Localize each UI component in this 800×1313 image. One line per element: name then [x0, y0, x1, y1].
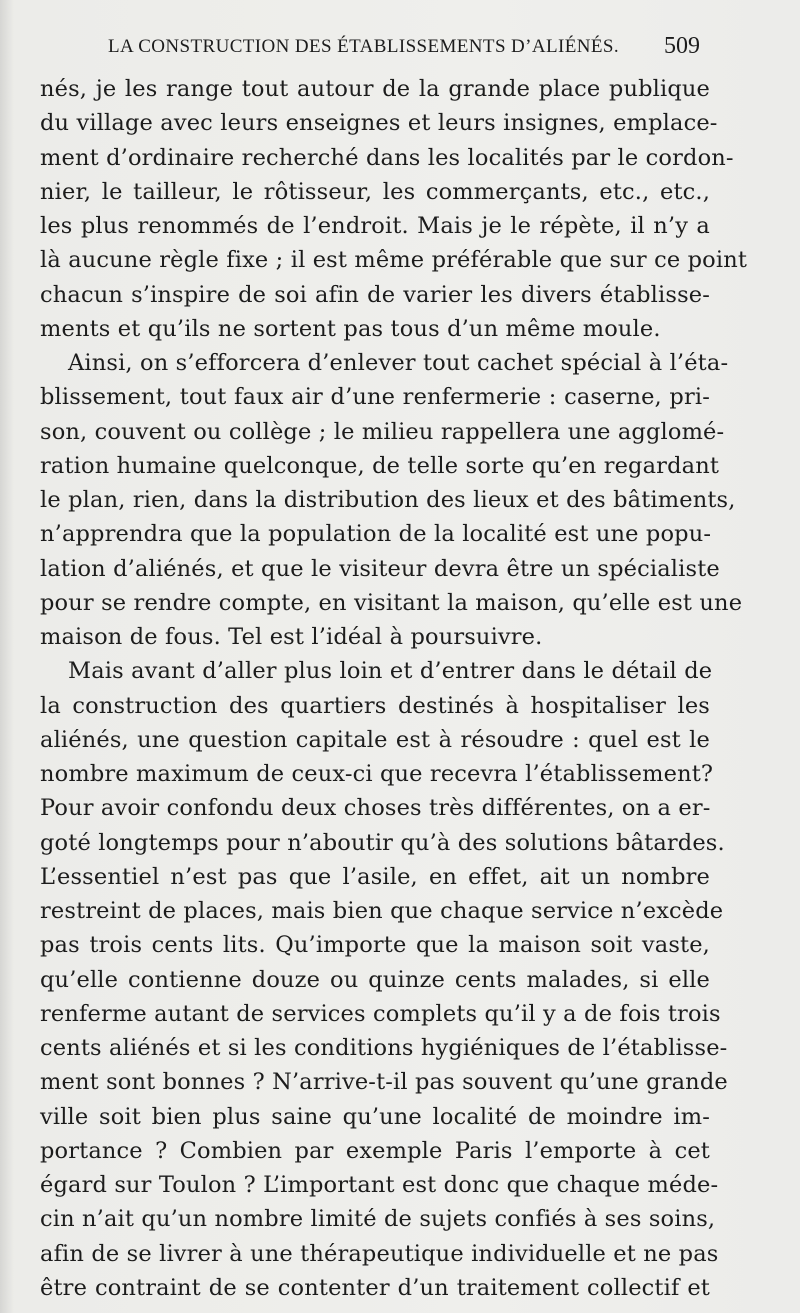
- text-line: nombre maximum de ceux-ci que recevra l’établissement?: [40, 761, 714, 787]
- running-title: LA CONSTRUCTION DES ÉTABLISSEMENTS D’ALIÉNÉS.: [108, 36, 620, 57]
- text-line: ville soit bien plus saine qu’une localité de moindre im-: [40, 1103, 710, 1130]
- page-number: 509: [664, 33, 700, 59]
- text-line: pour se rendre compte, en visitant la maison, qu’elle est une: [40, 589, 743, 616]
- text-line: Pour avoir confondu deux choses très différentes, on a er-: [40, 795, 711, 822]
- body-text: [40, 72, 748, 1305]
- text-line: n’apprendra que la population de la localité est une popu-: [40, 521, 712, 548]
- text-line: Mais avant d’aller plus loin et d’entrer dans le détail de: [68, 658, 713, 685]
- text-line: goté longtemps pour n’aboutir qu’à des solutions bâtardes.: [40, 829, 725, 856]
- text-line: les plus renommés de l’endroit. Mais je le répète, il n’y a: [40, 213, 710, 239]
- text-line: égard sur Toulon ? L’important est donc que chaque méde-: [40, 1172, 719, 1198]
- running-head: [108, 33, 708, 62]
- text-line: portance ? Combien par exemple Paris l’emporte à cet: [40, 1137, 710, 1164]
- text-line: cents aliénés et si les conditions hygiéniques de l’établisse-: [40, 1035, 728, 1061]
- text-line: qu’elle contienne douze ou quinze cents malades, si elle: [40, 966, 710, 993]
- text-line: son, couvent ou collège ; le milieu rappellera une agglomé-: [40, 418, 725, 445]
- text-line: être contraint de se contenter d’un traitement collectif et: [40, 1274, 710, 1301]
- text-line: le plan, rien, dans la distribution des lieux et des bâtiments,: [40, 487, 736, 513]
- text-line: ments et qu’ils ne sortent pas tous d’un même moule.: [40, 315, 661, 342]
- text-line: ration humaine quelconque, de telle sorte qu’en regardant: [40, 452, 720, 479]
- text-line: nés, je les range tout autour de la grande place publique: [40, 76, 710, 102]
- text-line: pas trois cents lits. Qu’importe que la maison soit vaste,: [40, 932, 710, 959]
- text-line: restreint de places, mais bien que chaque service n’excède: [40, 898, 724, 924]
- text-line: renferme autant de services complets qu’il y a de fois trois: [40, 1000, 721, 1027]
- text-line: là aucune règle fixe ; il est même préférable que sur ce point: [40, 247, 748, 274]
- text-line: aliénés, une question capitale est à résoudre : quel est le: [40, 726, 710, 753]
- text-line: du village avec leurs enseignes et leurs insignes, emplace-: [40, 110, 718, 137]
- text-line: ment sont bonnes ? N’arrive-t-il pas souvent qu’une grande: [40, 1069, 728, 1096]
- text-line: blissement, tout faux air d’une renfermerie : caserne, pri-: [40, 384, 710, 411]
- text-line: lation d’aliénés, et que le visiteur devra être un spécialiste: [40, 555, 720, 582]
- text-line: cin n’ait qu’un nombre limité de sujets confiés à ses soins,: [40, 1206, 716, 1233]
- text-line: nier, le tailleur, le rôtisseur, les commerçants, etc., etc.,: [40, 178, 710, 205]
- text-line: chacun s’inspire de soi afin de varier les divers établisse-: [40, 281, 710, 308]
- text-line: ment d’ordinaire recherché dans les localités par le cordon-: [40, 144, 734, 171]
- text-line: Ainsi, on s’efforcera d’enlever tout cachet spécial à l’éta-: [68, 350, 729, 376]
- text-line: afin de se livrer à une thérapeutique individuelle et ne pas: [40, 1240, 719, 1267]
- text-line: la construction des quartiers destinés à hospitaliser les: [40, 692, 710, 719]
- text-line: maison de fous. Tel est l’idéal à poursuivre.: [40, 624, 543, 650]
- text-line: L’essentiel n’est pas que l’asile, en effet, ait un nombre: [40, 863, 710, 890]
